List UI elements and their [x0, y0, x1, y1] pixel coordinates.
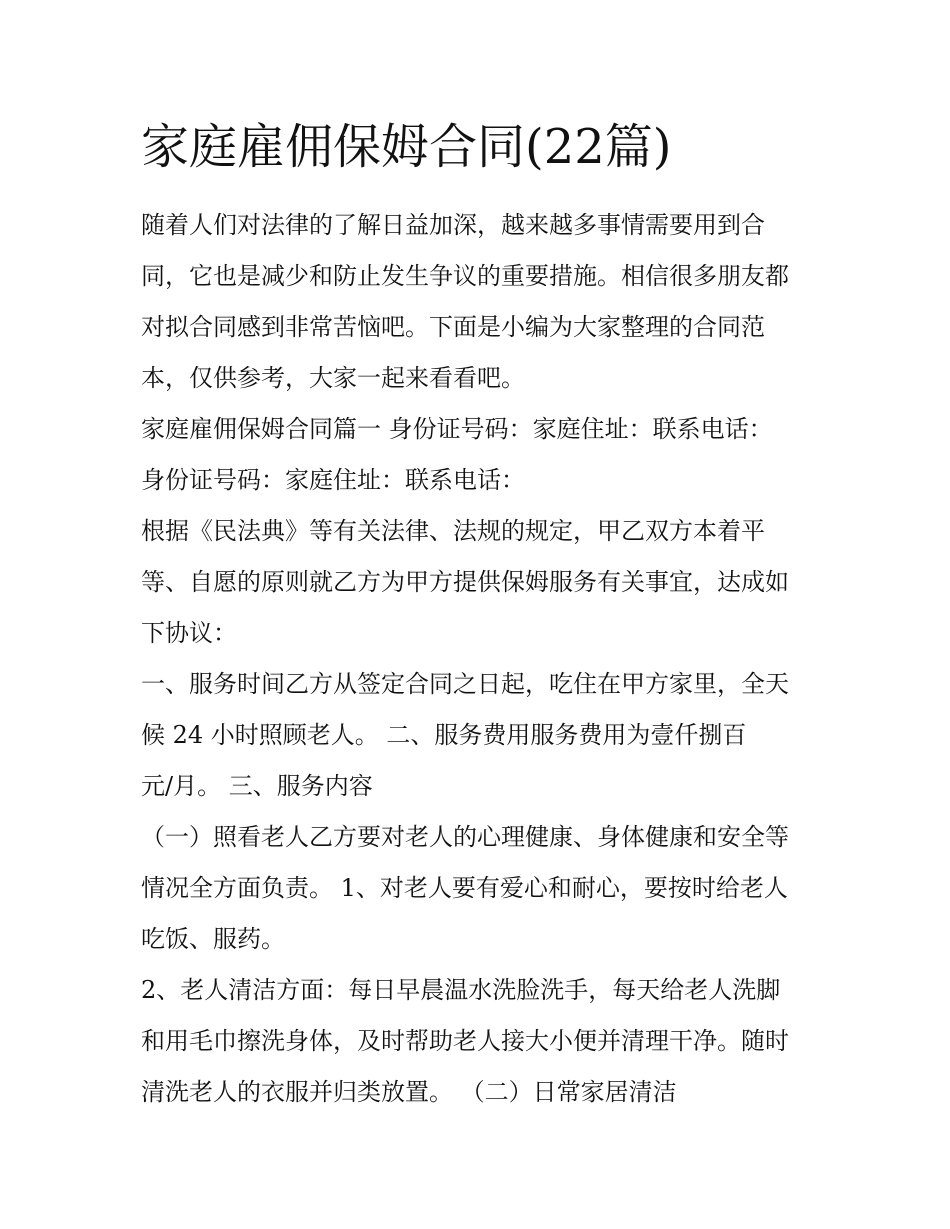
body-line: 同，它也是减少和防止发生争议的重要措施。相信很多朋友都: [141, 262, 789, 290]
body-line: 身份证号码：家庭住址：联系电话：: [141, 466, 525, 494]
body-line: 随着人们对法律的了解日益加深，越来越多事情需要用到合: [141, 211, 765, 239]
body-line: 本，仅供参考，大家一起来看看吧。: [141, 364, 525, 392]
body-line: 和用毛巾擦洗身体，及时帮助老人接大小便并清理干净。随时: [141, 1027, 789, 1055]
body-line: 一、服务时间乙方从签定合同之日起，吃住在甲方家里，全天: [141, 670, 789, 698]
document-page: [141, 112, 821, 1118]
body-line: 候 24 小时照顾老人。 二、服务费用服务费用为壹仟捌百: [141, 721, 747, 749]
body-line: 元/月。 三、服务内容: [141, 772, 373, 800]
body-line: 吃饭、服药。: [141, 925, 285, 953]
body-line: （一）照看老人乙方要对老人的心理健康、身体健康和安全等: [141, 823, 789, 851]
body-line: 根据《民法典》等有关法律、法规的规定，甲乙双方本着平: [141, 517, 765, 545]
body-line: 清洗老人的衣服并归类放置。 （二）日常家居清洁: [141, 1078, 677, 1106]
body-line: 等、自愿的原则就乙方为甲方提供保姆服务有关事宜，达成如: [141, 568, 789, 596]
document-title: 家庭雇佣保姆合同(22篇): [141, 119, 672, 175]
body-line: 家庭雇佣保姆合同篇一 身份证号码：家庭住址：联系电话：: [141, 415, 773, 443]
body-line: 对拟合同感到非常苦恼吧。下面是小编为大家整理的合同范: [141, 313, 765, 341]
document-body: [141, 200, 821, 1118]
body-line: 下协议：: [141, 619, 237, 647]
body-line: 2、老人清洁方面：每日早晨温水洗脸洗手，每天给老人洗脚: [141, 976, 781, 1004]
body-line: 情况全方面负责。 1、对老人要有爱心和耐心，要按时给老人: [141, 874, 788, 902]
